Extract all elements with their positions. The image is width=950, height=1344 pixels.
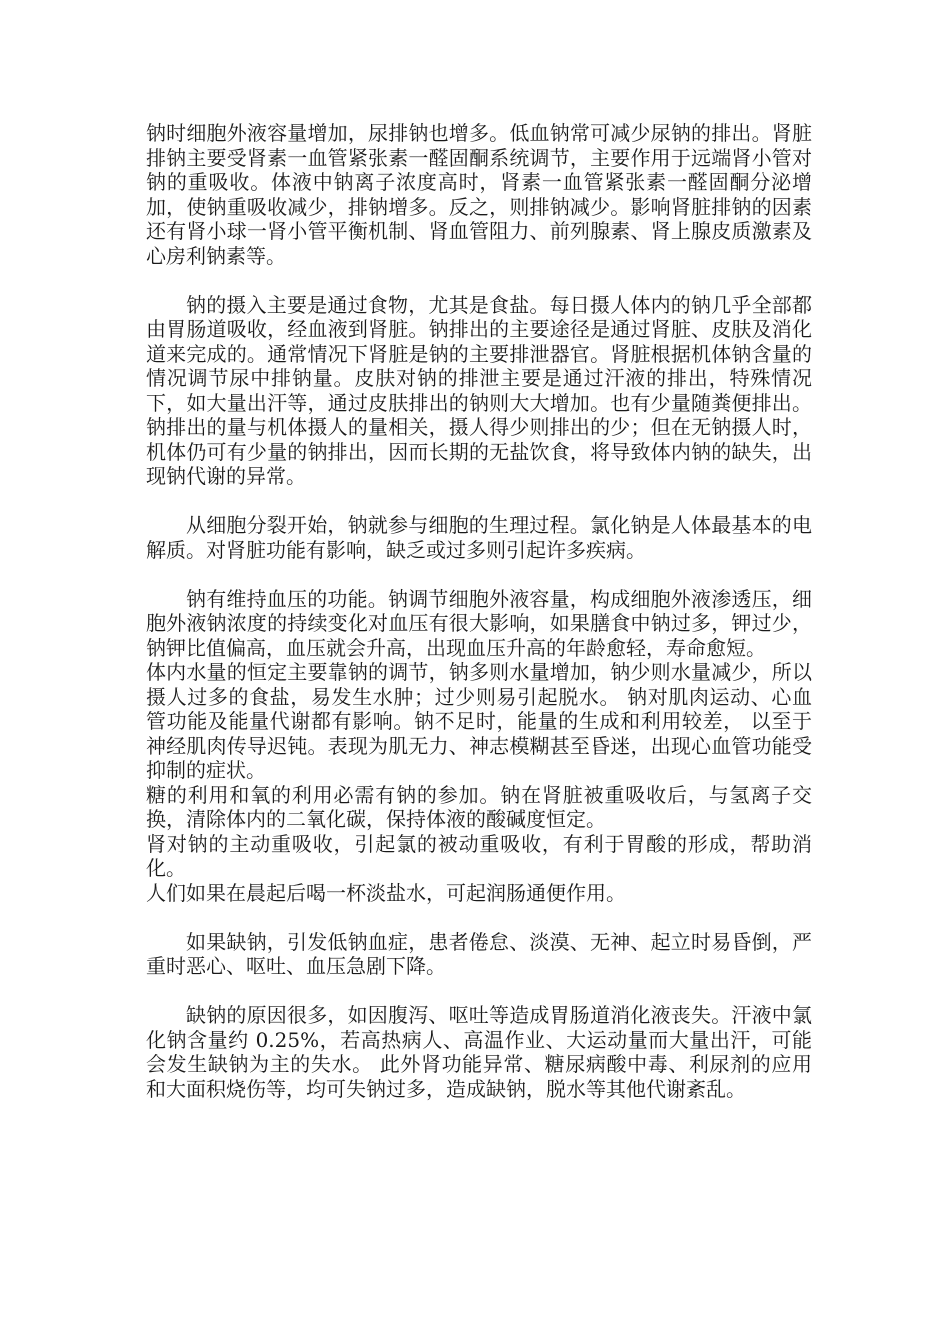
paragraph-sugar-oxygen-use: 糖的利用和氧的利用必需有钠的参加。钠在肾脏被重吸收后，与氢离子交换，清除体内的二氧化碳，保持体液的酸碱度恒定。 [146, 782, 812, 831]
paragraph-water-balance: 体内水量的恒定主要靠钠的调节，钠多则水量增加，钠少则水量减少，所以摄人过多的食盐，易发生水肿；过少则易引起脱水。 钠对肌肉运动、心血管功能及能量代谢都有影响。钠不足时，能量的生成和利用较差， 以至于神经肌肉传导迟钝。表现为肌无力、神志模糊甚至昏迷，出现心血管功能受抑制的症状。 [146, 660, 812, 782]
paragraph-sodium-intake: 钠的摄入主要是通过食物，尤其是食盐。每日摄人体内的钠几乎全部都由胃肠道吸收，经血液到肾脏。钠排出的主要途径是通过肾脏、皮肤及消化道来完成的。通常情况下肾脏是钠的主要排泄器官。肾脏根据机体钠含量的情况调节尿中排钠量。皮肤对钠的排泄主要是通过汗液的排出，特殊情况下，如大量出汗等，通过皮肤排出的钠则大大增加。也有少量随粪便排出。钠排出的量与机体摄人的量相关，摄人得少则排出的少；但在无钠摄人时，机体仍可有少量的钠排出，因而长期的无盐饮食，将导致体内钠的缺失，出现钠代谢的异常。 [146, 292, 812, 488]
paragraph-sodium-deficiency: 如果缺钠，引发低钠血症，患者倦怠、淡漠、无神、起立时易昏倒，严重时恶心、呕吐、血压急剧下降。 [146, 929, 812, 978]
paragraph-deficiency-causes: 缺钠的原因很多，如因腹泻、呕吐等造成胃肠道消化液丧失。汗液中氯化钠含量约 0.25%，若高热病人、高温作业、大运动量而大量出汗，可能会发生缺钠为主的失水。 此外肾功能异常、糖尿病酸中毒、利尿剂的应用和大面积烧伤等，均可失钠过多，造成缺钠，脱水等其他代谢紊乱。 [146, 1003, 812, 1101]
paragraph-chloride-reabsorption: 肾对钠的主动重吸收，引起氯的被动重吸收，有利于胃酸的形成，帮助消化。 [146, 831, 812, 880]
document-body [146, 121, 812, 1101]
paragraph-salt-water: 人们如果在晨起后喝一杯淡盐水，可起润肠通便作用。 [146, 880, 626, 905]
paragraph-cell-division: 从细胞分裂开始，钠就参与细胞的生理过程。氯化钠是人体最基本的电解质。对肾脏功能有影响，缺乏或过多则引起许多疾病。 [146, 513, 812, 562]
paragraph-blood-pressure: 钠有维持血压的功能。钠调节细胞外液容量，构成细胞外液渗透压，细胞外液钠浓度的持续变化对血压有很大影响，如果膳食中钠过多，钾过少，钠钾比值偏高，血压就会升高，出现血压升高的年龄愈轻，寿命愈短。 [146, 586, 812, 660]
paragraph-sodium-excretion-regulation: 钠时细胞外液容量增加，尿排钠也增多。低血钠常可减少尿钠的排出。肾脏排钠主要受肾素一血管紧张素一醛固酮系统调节，主要作用于远端肾小管对钠的重吸收。体液中钠离子浓度高时，肾素一血管紧张素一醛固酮分泌增加，使钠重吸收减少，排钠增多。反之，则排钠减少。影响肾脏排钠的因素还有肾小球一肾小管平衡机制、肾血管阻力、前列腺素、肾上腺皮质激素及心房利钠素等。 [146, 121, 812, 268]
